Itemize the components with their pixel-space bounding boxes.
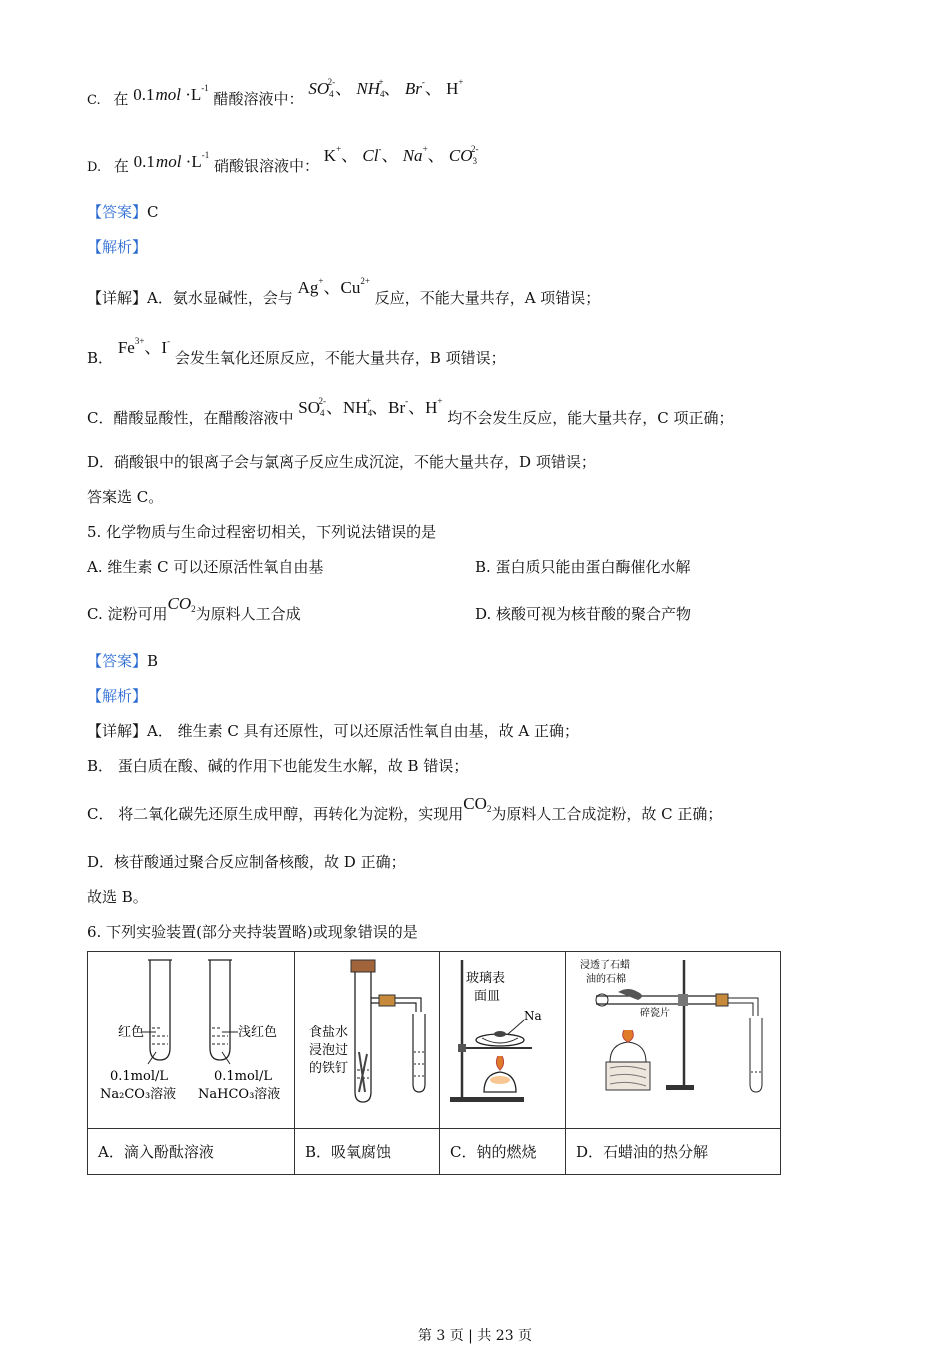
svg-text:NaHCO₃溶液: NaHCO₃溶液 [198,1087,281,1102]
q6-figure-table [87,951,781,1175]
label-light-red: 浅红色 [238,1025,278,1040]
figure-a-test-tubes [88,952,294,1124]
q5-stem: 5. 化学物质与生命过程密切相关，下列说法错误的是 [87,523,437,541]
q5-option-c: C. 淀粉可用$CO_2$为原料人工合成 [87,594,301,623]
caption-d: D．石蜡油的热分解 [566,1129,781,1175]
label-red: 红色 [118,1025,145,1040]
q5-conclusion: 故选 B。 [87,888,148,906]
figure-b-oxygen-absorption [295,952,439,1124]
figure-a-cell [88,952,295,1129]
q4-detail-b: B． $Fe^{3+}$、I- 会发生氧化还原反应，不能大量共存，B 项错误； [87,336,506,367]
q5-detail-c: C． 将二氧化碳先还原生成甲醇，再转化为淀粉，实现用$CO_2$为原料人工合成淀粉，故 C 正确； [87,794,723,823]
figure-c-sodium-burning [440,952,565,1124]
svg-text:0.1mol/L: 0.1mol/L [110,1069,168,1084]
q4-detail-c: C．醋酸显酸性，在醋酸溶液中 $SO_4^{2-}$、$NH_4^+$、Br-、H+ 均不会发生反应，能大量共存，C 项正确； [87,396,734,427]
q6-stem: 6. 下列实验装置(部分夹持装置略)或现象错误的是 [87,923,418,941]
q5-detail-d: D．核苷酸通过聚合反应制备核酸，故 D 正确； [87,853,406,871]
svg-text:Na: Na [524,1009,542,1023]
caption-a: A．滴入酚酞溶液 [88,1129,295,1175]
svg-text:碎瓷片: 碎瓷片 [640,1008,670,1019]
figure-d-paraffin-decomposition [566,952,780,1124]
q4-option-d: D. 在 $0.1mol \cdot L^{-1}$ 硝酸银溶液中： K+、 Cl-、 Na+、 $CO_3^{2-}$ [87,144,479,175]
q4-detail-a: 【详解】A．氨水显碱性，会与 Ag+、$Cu^{2+}$ 反应，不能大量共存，A 项错误； [87,276,601,307]
q5-analysis-tag: 【解析】 [87,687,148,705]
svg-text:的铁钉: 的铁钉 [309,1061,349,1076]
page-footer: 第 3 页 | 共 23 页 [417,1328,533,1344]
svg-text:玻璃表: 玻璃表 [466,971,506,986]
svg-text:面皿: 面皿 [474,989,501,1004]
q4-answer: 【答案】C [87,203,159,221]
q5-option-a: A. 维生素 C 可以还原活性氧自由基 [87,558,324,576]
q4-option-c: C. 在 $0.1mol \cdot L^{-1}$ 醋酸溶液中： $SO_4^{2-}$、 $NH_4^+$、 Br-、 H+ [87,77,464,108]
q5-detail-b: B． 蛋白质在酸、碱的作用下也能发生水解，故 B 错误； [87,757,469,775]
svg-text:浸泡过: 浸泡过 [309,1043,349,1058]
q4-detail-d: D．硝酸银中的银离子会与氯离子反应生成沉淀，不能大量共存，D 项错误； [87,453,596,471]
figure-b-cell [295,952,440,1129]
svg-text:食盐水: 食盐水 [309,1025,349,1040]
q4-analysis-tag: 【解析】 [87,238,148,256]
q5-option-d: D. 核酸可视为核苷酸的聚合产物 [475,605,692,623]
figure-c-cell [440,952,566,1129]
figure-d-cell [566,952,781,1129]
caption-c: C．钠的燃烧 [440,1129,566,1175]
q4-conclusion: 答案选 C。 [87,488,164,506]
q5-answer: 【答案】B [87,652,159,670]
q5-option-b: B. 蛋白质只能由蛋白酶催化水解 [475,558,691,576]
svg-text:Na₂CO₃溶液: Na₂CO₃溶液 [100,1087,177,1102]
svg-text:油的石棉: 油的石棉 [586,974,626,985]
caption-b: B．吸氧腐蚀 [295,1129,440,1175]
q5-detail-a: 【详解】A． 维生素 C 具有还原性，可以还原活性氧自由基，故 A 正确； [87,722,580,740]
svg-text:0.1mol/L: 0.1mol/L [214,1069,272,1084]
svg-text:浸透了石蜡: 浸透了石蜡 [580,960,630,971]
